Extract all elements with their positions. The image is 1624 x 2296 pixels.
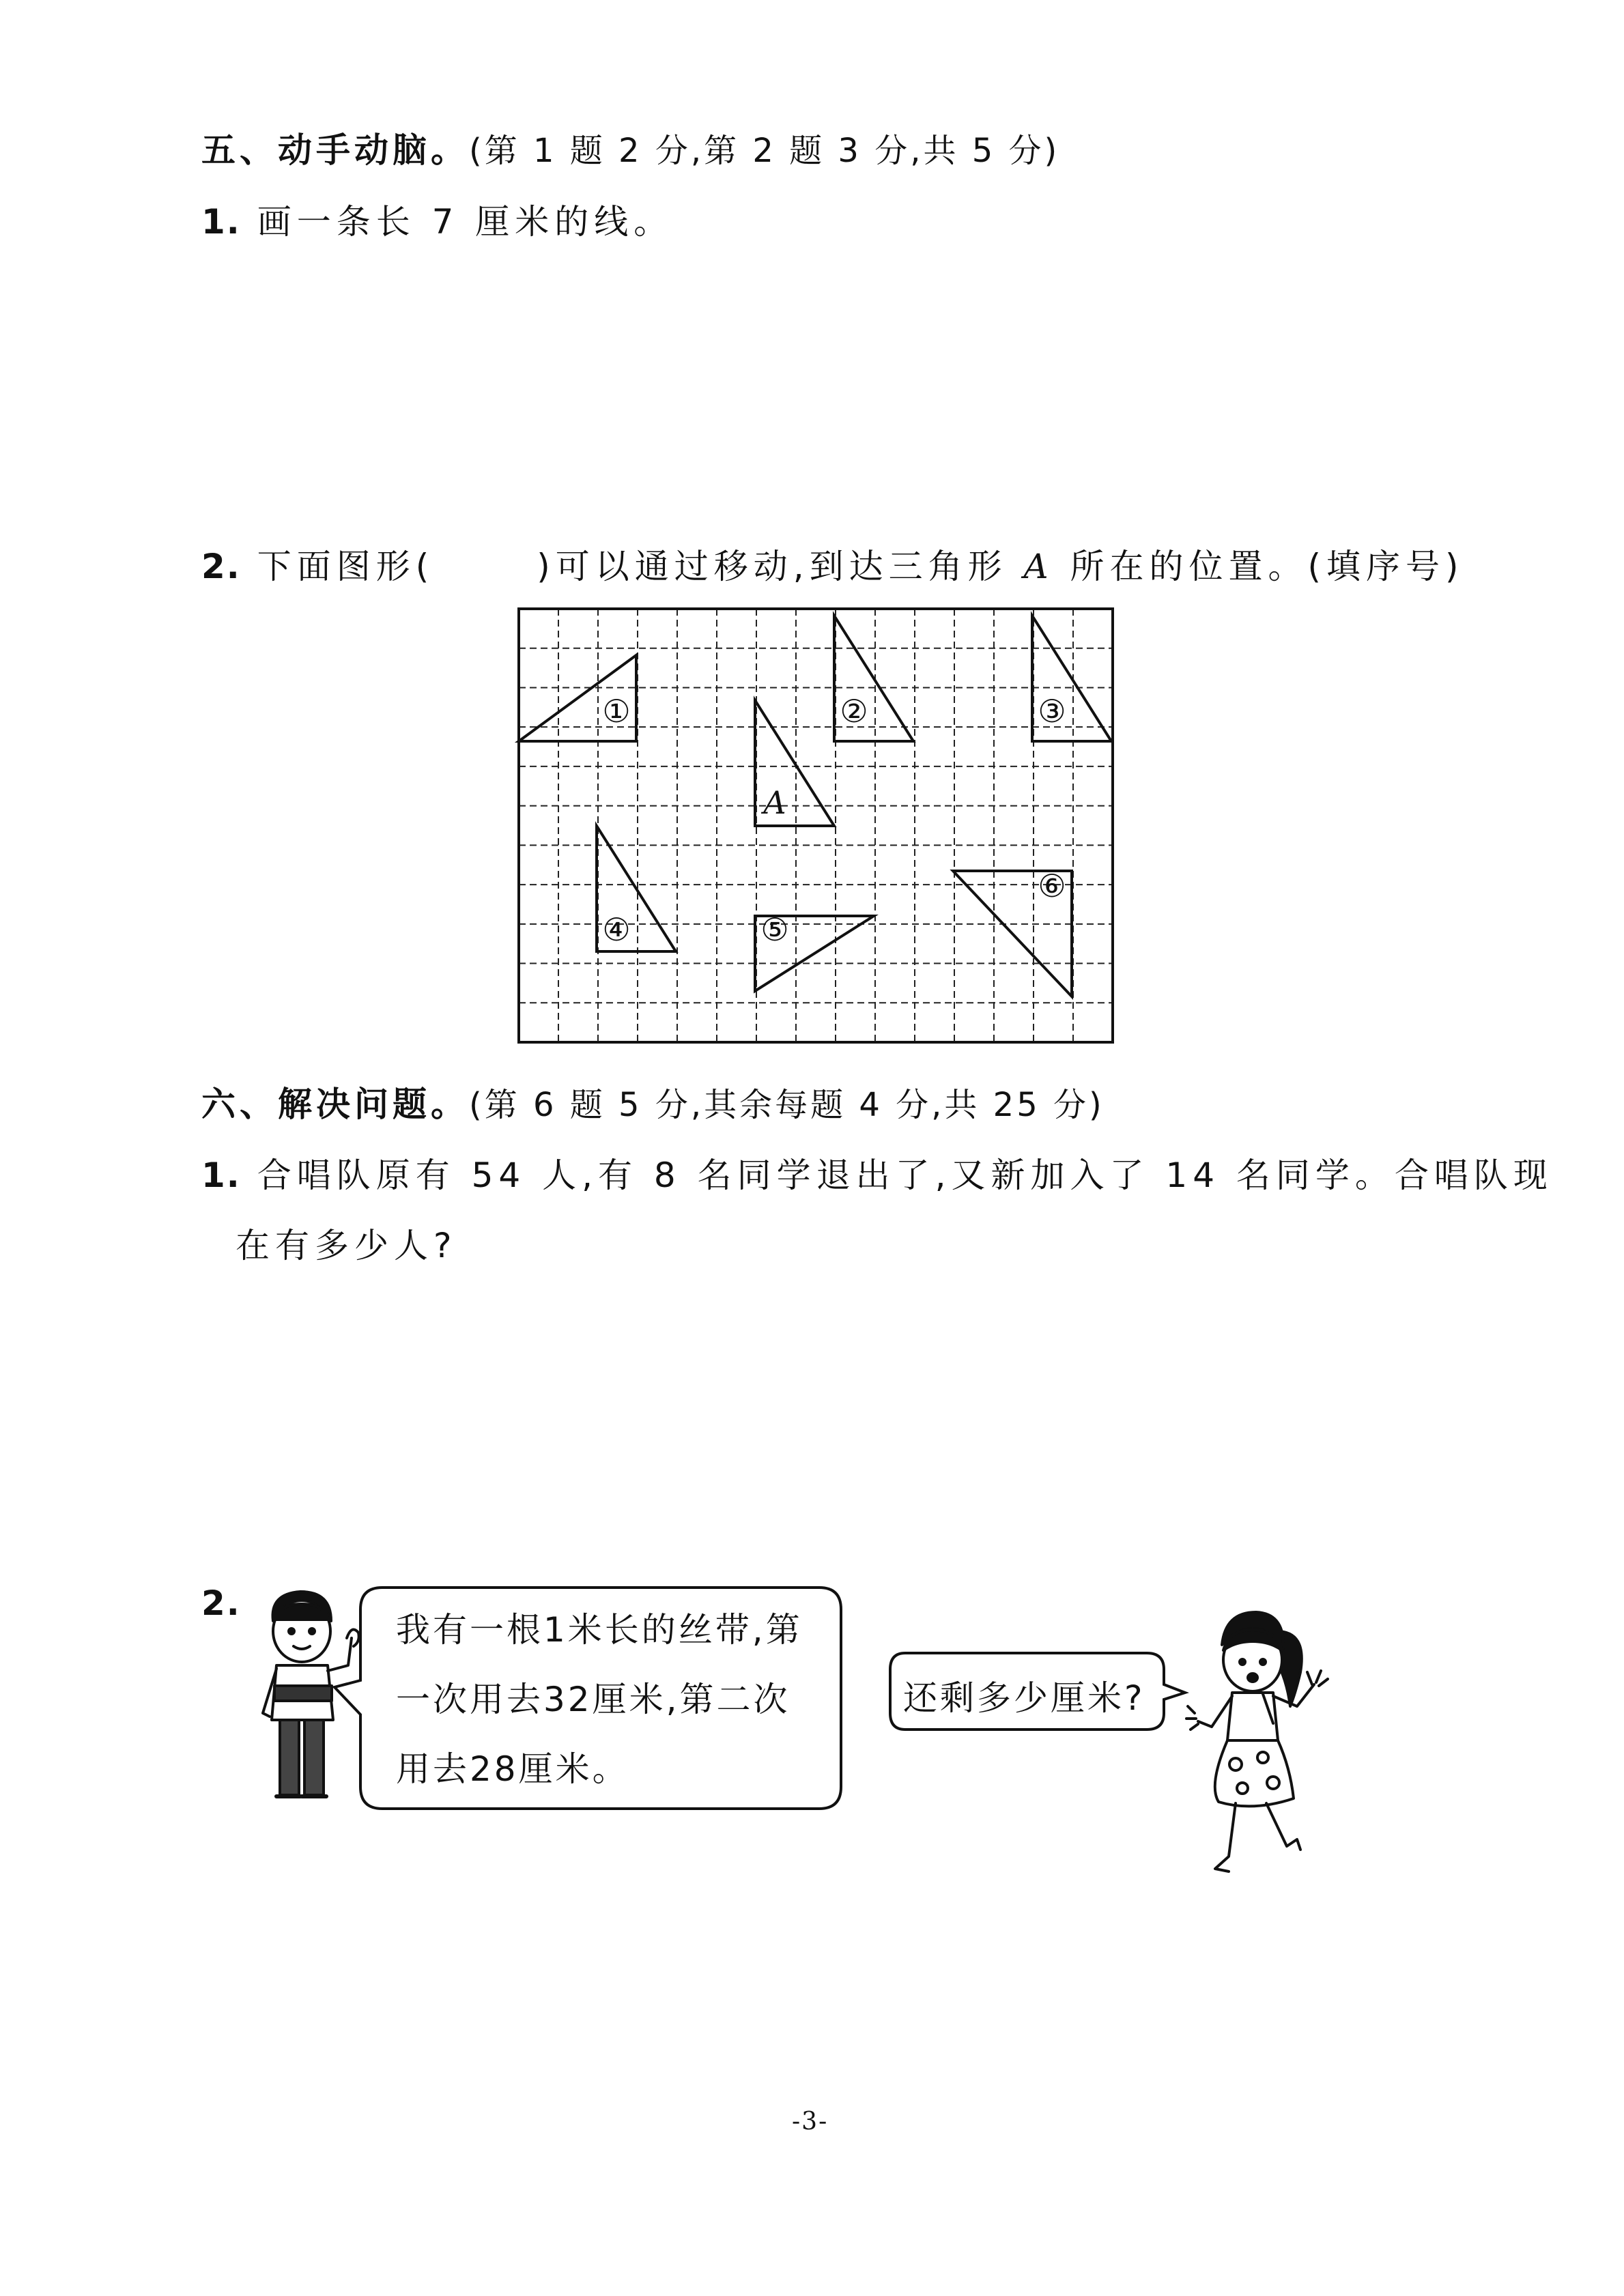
triangle-grid-figure: [517, 607, 1118, 1048]
question-number: 1.: [201, 202, 241, 242]
label-4: ④: [602, 911, 631, 948]
section-6-score: (第 6 题 5 分,其余每题 4 分,共 25 分): [469, 1086, 1105, 1124]
question-number: 2.: [201, 1583, 241, 1623]
label-2: ②: [840, 693, 868, 730]
boy-bubble-line-3: 用去28厘米。: [396, 1749, 629, 1789]
question-text-end: 所在的位置。(填序号): [1070, 547, 1464, 586]
section-5-title: 五、动手动脑。: [201, 130, 469, 170]
label-a: A: [763, 784, 786, 821]
question-text: 合唱队原有 54 人,有 8 名同学退出了,又新加入了 14 名同学。合唱队现: [257, 1156, 1553, 1195]
triangle-a-var: A: [1023, 547, 1054, 586]
label-6: ⑥: [1038, 867, 1066, 904]
question-6-2-number: [201, 1583, 241, 1623]
section-5-heading: [201, 123, 1059, 172]
label-5: ⑤: [760, 911, 789, 948]
boy-bubble-line-2: 一次用去32厘米,第二次: [396, 1680, 790, 1719]
question-6-1-line1: [201, 1148, 1553, 1197]
question-5-2: [201, 539, 1464, 588]
question-number: 1.: [201, 1156, 241, 1195]
question-number: 2.: [201, 547, 241, 586]
section-6-title: 六、解决问题。: [201, 1085, 469, 1124]
page-number: -3-: [792, 2108, 829, 2136]
question-5-1: [201, 195, 673, 244]
question-text-before: 下面图形(: [257, 547, 435, 586]
boy-bubble-line-1: 我有一根1米长的丝带,第: [396, 1610, 803, 1650]
question-text-after: )可以通过移动,到达三角形: [537, 547, 1008, 586]
girl-bubble-text: 还剩多少厘米?: [903, 1678, 1145, 1718]
section-6-heading: [201, 1077, 1105, 1126]
section-5-score: (第 1 题 2 分,第 2 题 3 分,共 5 分): [469, 132, 1060, 170]
label-3: ③: [1038, 693, 1066, 730]
label-1: ①: [602, 693, 631, 730]
girl-illustration: [1160, 1604, 1345, 1884]
question-text: 画一条长 7 厘米的线。: [257, 202, 674, 242]
question-6-1-line2: 在有多少人?: [236, 1226, 457, 1265]
